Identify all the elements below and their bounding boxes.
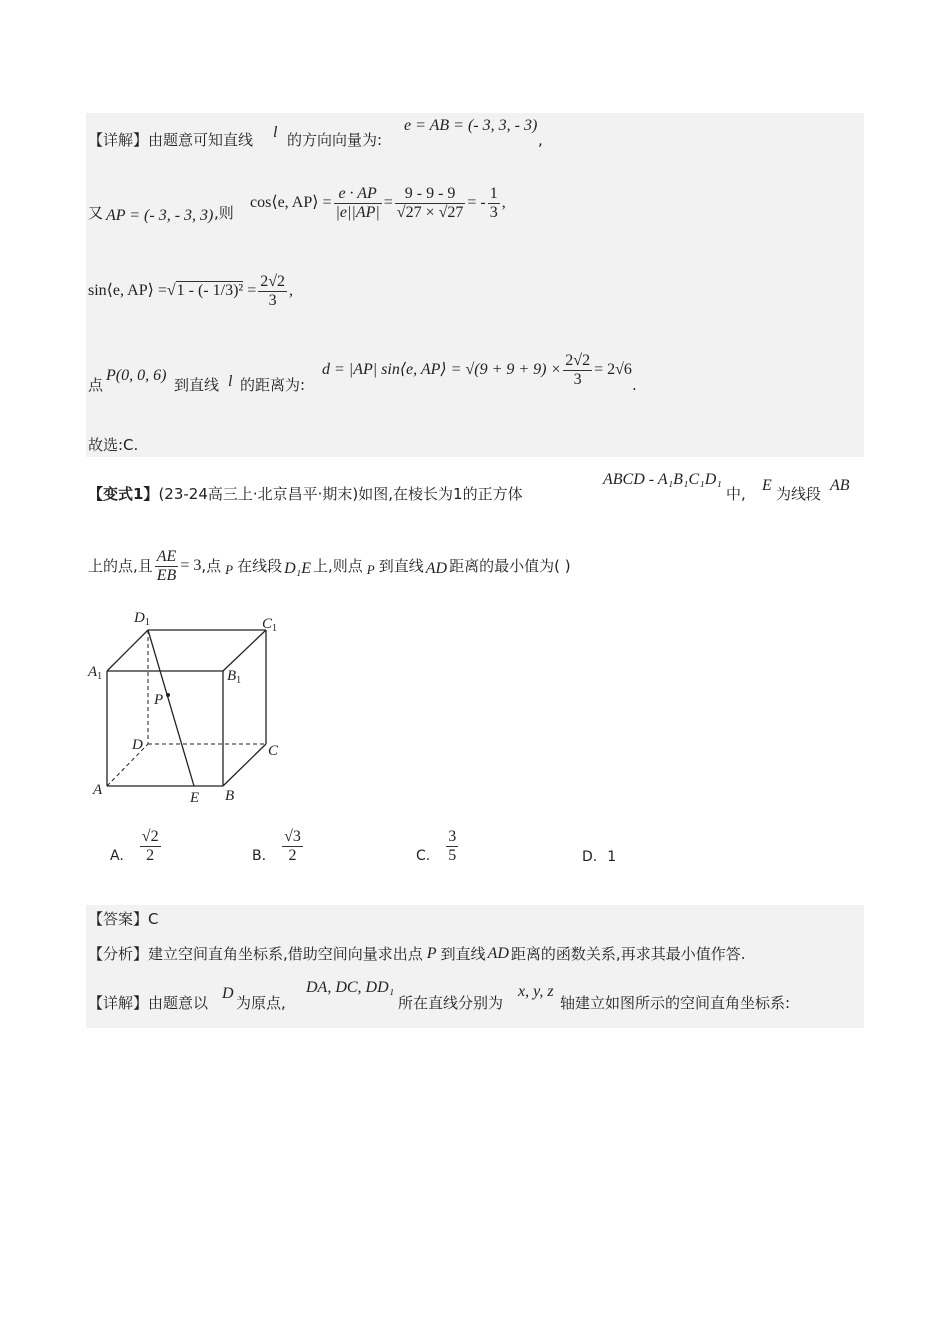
option-d[interactable]: D. 1	[582, 849, 617, 865]
line-ad: AD	[425, 560, 448, 577]
line-var-l: l	[228, 373, 233, 390]
sin-lhs: sin⟨e, AP⟩ =	[88, 282, 167, 299]
segment-d1e: D₁E	[284, 560, 311, 577]
answer-label: 【答案】	[88, 910, 149, 928]
label-c1: $C_1$	[262, 616, 278, 634]
variant-line-2: 上的点,且 $\frac{AE}{EB}$ = 3 ,点 P 在线段 D₁E 上,则点 P 到直线 AD 距离的最小值为( )	[88, 547, 571, 584]
detail-text: ,则	[214, 204, 234, 222]
answer-value: C	[148, 910, 159, 928]
detail-text: 到直线	[174, 376, 220, 394]
label-a1: $A_1$	[88, 664, 103, 682]
detail-text: 的方向向量为:	[287, 131, 383, 149]
analysis-line: 【分析】 建立空间直角坐标系,借助空间向量求出点 P 到直线 AD 距离的函数关系,再求其最小值作答.	[88, 945, 746, 963]
cube-name: ABCD - A₁B₁C₁D₁	[603, 471, 722, 488]
line-var-l: l	[273, 124, 278, 141]
label-d: D	[132, 737, 143, 753]
var-p: P	[366, 561, 375, 577]
cube-figure	[86, 608, 286, 808]
variant-label: 【变式1】	[88, 485, 159, 503]
cos-formula: cos⟨e, AP⟩ = $\frac{e \cdot AP}{|e||AP|}$ = $\frac{9 - 9 - 9}{√27 \times √27}$ = - $\frac{1}{3}$ ,	[250, 184, 506, 221]
label-p: P	[154, 692, 164, 708]
detail-text: 轴建立如图所示的空间直角坐标系:	[560, 994, 791, 1012]
detail-text: 由题意可知直线	[148, 131, 254, 149]
detail-label: 【详解】	[88, 131, 149, 149]
origin-d: D	[222, 985, 234, 1002]
label-c: C	[268, 743, 279, 759]
lines-da-dc-dd1: DA, DC, DD₁	[306, 979, 395, 996]
vector-ap-eq: AP = (- 3, - 3, 3)	[106, 207, 214, 224]
var-p: P	[426, 945, 437, 962]
point-p-dot	[166, 693, 170, 697]
distance-formula	[322, 346, 632, 394]
cos-fraction-1: $\frac{e \cdot AP}{|e||AP|}$	[335, 184, 380, 221]
axes-xyz: x, y, z	[518, 983, 554, 1000]
segment-ab: AB	[830, 477, 850, 494]
point-p: P(0, 0, 6)	[106, 367, 167, 384]
detail-text: 为原点,	[236, 994, 286, 1012]
cos-fraction-2: $\frac{9 - 9 - 9}{√27 \times √27}$	[396, 184, 464, 221]
detail-text: 的距离为:	[240, 376, 306, 394]
variant-line-1	[88, 487, 523, 502]
sin-fraction: $\frac{2√2}{3}$	[260, 272, 286, 309]
option-b[interactable]: B. $\frac{√3}{2}$	[252, 827, 301, 864]
line-ad: AD	[487, 945, 509, 962]
sin-formula: sin⟨e, AP⟩ = √ 1 - (- 1/3)² = $\frac{2√2}{3}$ ,	[88, 266, 293, 316]
option-c[interactable]: C. $\frac{3}{5}$	[416, 827, 457, 864]
detail-text: 又	[88, 204, 104, 222]
answer-line	[88, 912, 159, 927]
label-b: B	[225, 788, 235, 804]
label-a: A	[93, 782, 103, 798]
cos-result: = -	[467, 194, 486, 211]
distance-result: = 2√6	[594, 361, 632, 378]
label-e: E	[190, 790, 200, 806]
punct: ,	[538, 131, 543, 149]
label-d1: $D_1$	[134, 610, 150, 628]
variant-text: 中,	[726, 485, 746, 503]
detail-text: 点	[88, 376, 104, 394]
cos-fraction-3: $\frac{1}{3}$	[489, 184, 498, 221]
label-b1: $B_1$	[227, 668, 242, 686]
sqrt-expression: √ 1 - (- 1/3)²	[167, 283, 243, 299]
detail-line-1	[88, 133, 253, 148]
option-a[interactable]: A. $\frac{√2}{2}$	[110, 827, 159, 864]
analysis-label: 【分析】	[88, 945, 149, 963]
var-e: E	[762, 477, 772, 494]
detail-text: 所在直线分别为	[398, 994, 504, 1012]
ratio-fraction: $\frac{AE}{EB}$	[156, 547, 177, 584]
cos-lhs: cos⟨e, AP⟩ =	[250, 194, 332, 211]
punct: .	[632, 376, 637, 394]
distance-fraction: $\frac{2√2}{3}$	[565, 351, 591, 388]
choice-text: 故选:C.	[88, 436, 139, 454]
detail-line-2: 【详解】由题意以	[88, 994, 209, 1012]
distance-lhs: d = |AP| sin⟨e, AP⟩ = √(9 + 9 + 9) ×	[322, 361, 562, 378]
direction-vector-eq: e = AB = (- 3, 3, - 3)	[404, 117, 538, 134]
variant-text: 为线段	[776, 485, 822, 503]
var-p: P	[225, 561, 234, 577]
variant-source: (23-24高三上·北京昌平·期末)如图,在棱长为1的正方体	[158, 485, 523, 503]
detail-label: 【详解】	[88, 994, 149, 1012]
